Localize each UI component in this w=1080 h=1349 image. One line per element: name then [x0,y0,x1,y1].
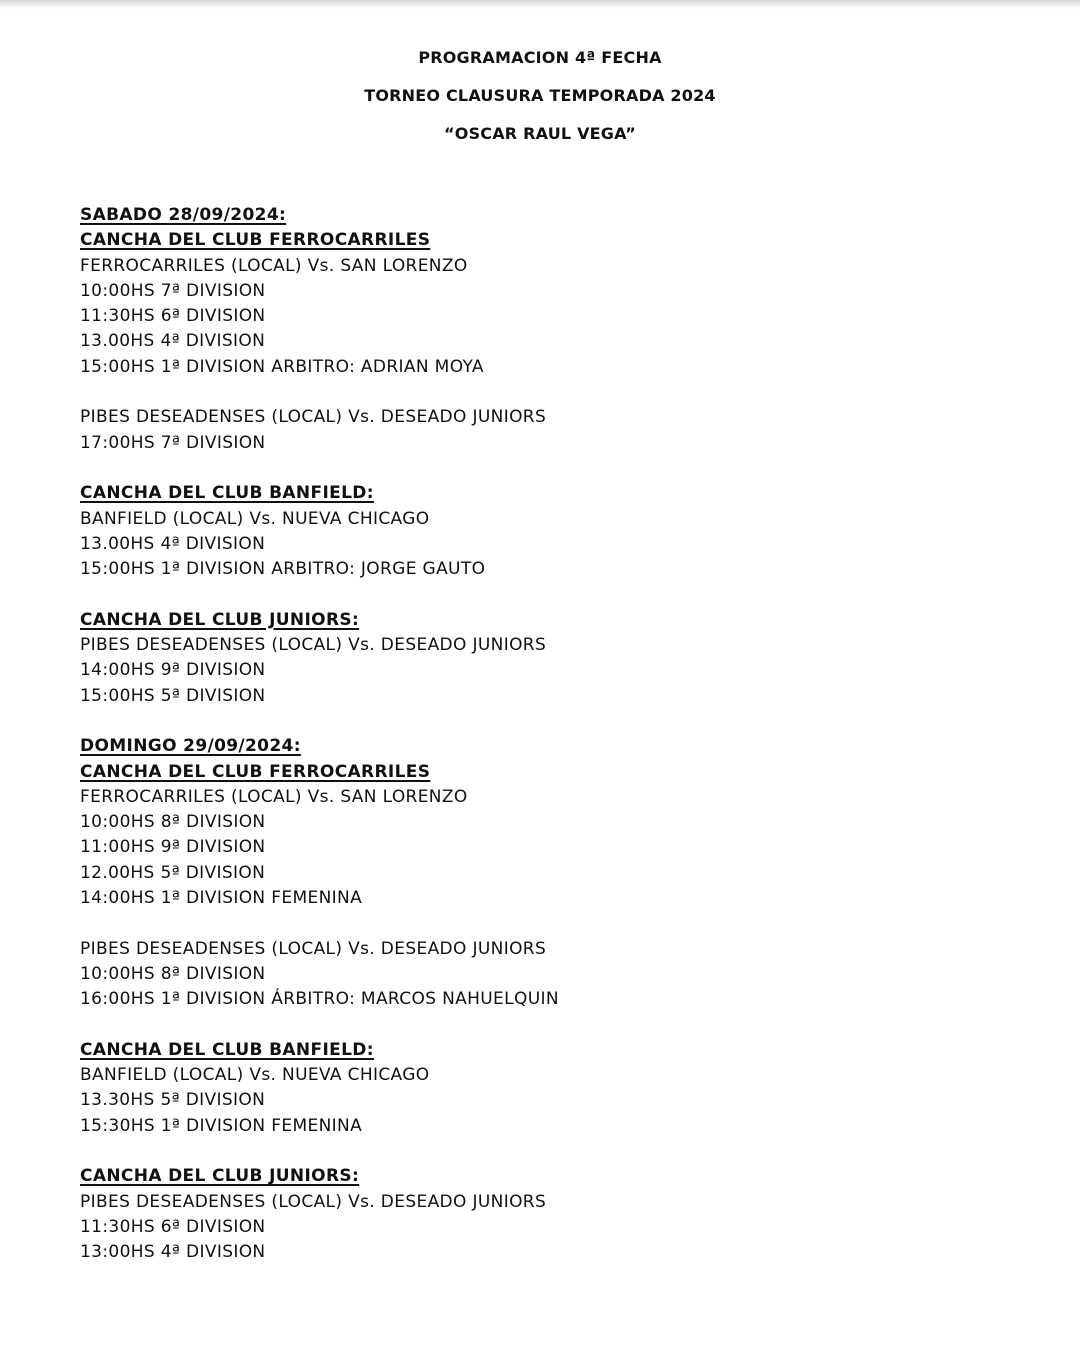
game-line: 13.00HS 4ª DIVISION [80,331,266,352]
top-shadow [0,0,1080,9]
game-line: 17:00HS 7ª DIVISION [80,432,266,453]
match-line: PIBES DESEADENSES (LOCAL) Vs. DESEADO JUNIORS [80,407,547,428]
header-dedication: “OSCAR RAUL VEGA” [444,124,636,143]
venue-heading: CANCHA DEL CLUB BANFIELD: [80,483,374,504]
game-line: 10:00HS 8ª DIVISION [80,812,266,833]
section-spacer [80,582,1040,607]
day-heading: SABADO 28/09/2024: [80,205,287,225]
game-line: 11:30HS 6ª DIVISION [80,1216,266,1237]
game-line: 13.30HS 5ª DIVISION [80,1090,266,1111]
schedule-body [80,203,1040,1265]
game-line: 13:00HS 4ª DIVISION [80,1242,266,1263]
venue-heading: CANCHA DEL CLUB BANFIELD: [80,1039,374,1060]
game-line: 15:00HS 1ª DIVISION ARBITRO: JORGE GAUTO [80,559,486,580]
day-heading: DOMINGO 29/09/2024: [80,736,301,757]
section-spacer [80,911,1040,936]
match-line: PIBES DESEADENSES (LOCAL) Vs. DESEADO JUNIORS [80,938,547,959]
document-header [0,39,1080,153]
game-line: 13.00HS 4ª DIVISION [80,533,266,554]
game-line: 11:00HS 9ª DIVISION [80,837,266,858]
game-line: 11:30HS 6ª DIVISION [80,306,266,327]
section-spacer [80,709,1040,734]
match-line: FERROCARRILES (LOCAL) Vs. SAN LORENZO [80,255,468,276]
game-line: 14:00HS 9ª DIVISION [80,660,266,681]
section-spacer [80,1139,1040,1164]
venue-heading: CANCHA DEL CLUB JUNIORS: [80,1166,360,1187]
section-spacer [80,380,1040,405]
match-line: PIBES DESEADENSES (LOCAL) Vs. DESEADO JUNIORS [80,635,547,656]
match-line: PIBES DESEADENSES (LOCAL) Vs. DESEADO JUNIORS [80,1191,547,1212]
section-spacer [80,456,1040,481]
game-line: 15:00HS 5ª DIVISION [80,685,266,706]
venue-heading: CANCHA DEL CLUB FERROCARRILES [80,230,431,251]
game-line: 10:00HS 8ª DIVISION [80,963,266,984]
match-line: FERROCARRILES (LOCAL) Vs. SAN LORENZO [80,786,468,807]
venue-heading: CANCHA DEL CLUB FERROCARRILES [80,761,431,782]
game-line: 12.00HS 5ª DIVISION [80,862,266,883]
venue-heading: CANCHA DEL CLUB JUNIORS: [80,609,360,630]
match-line: BANFIELD (LOCAL) Vs. NUEVA CHICAGO [80,1065,430,1086]
header-tournament: TORNEO CLAUSURA TEMPORADA 2024 [364,86,716,105]
game-line: 15:30HS 1ª DIVISION FEMENINA [80,1115,363,1136]
game-line: 15:00HS 1ª DIVISION ARBITRO: ADRIAN MOYA [80,356,484,377]
game-line: 16:00HS 1ª DIVISION ÁRBITRO: MARCOS NAHUELQUIN [80,989,559,1010]
match-line: BANFIELD (LOCAL) Vs. NUEVA CHICAGO [80,508,430,529]
game-line: 10:00HS 7ª DIVISION [80,280,266,301]
game-line: 14:00HS 1ª DIVISION FEMENINA [80,888,363,909]
section-spacer [80,1013,1040,1038]
header-title: PROGRAMACION 4ª FECHA [418,48,662,67]
